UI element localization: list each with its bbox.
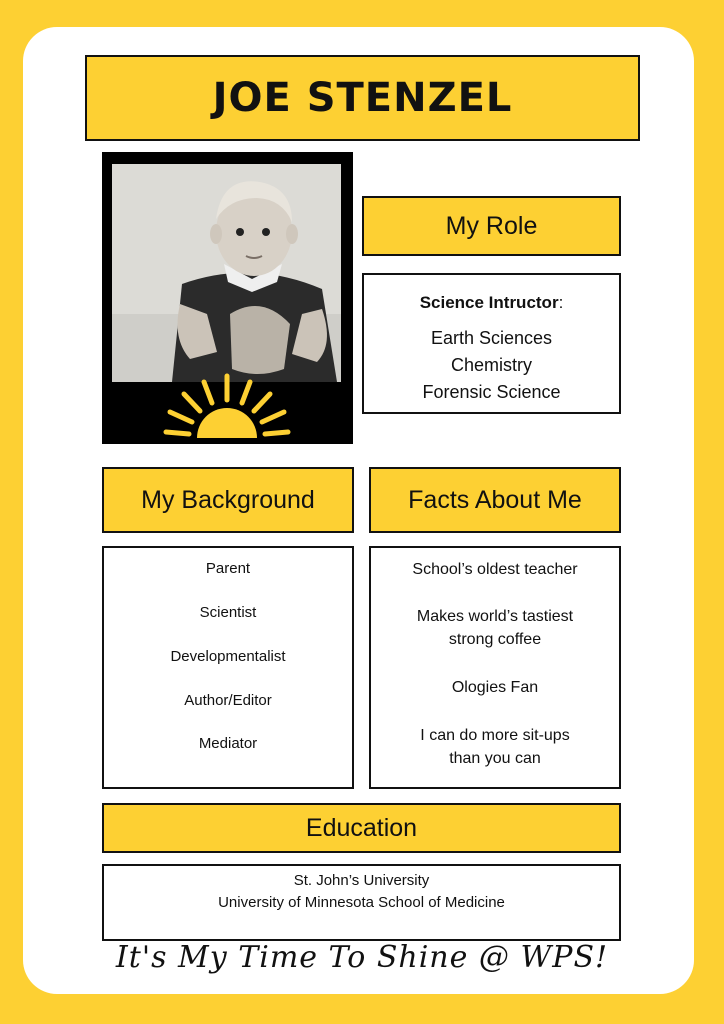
fact-line: School’s oldest teacher xyxy=(412,561,578,578)
fact-item xyxy=(371,558,619,581)
fact-item xyxy=(371,676,619,699)
fact-item xyxy=(371,605,619,651)
fact-line: Ologies Fan xyxy=(451,679,539,696)
profile-photo xyxy=(112,164,341,382)
facts-heading-box xyxy=(369,467,621,533)
sun-icon xyxy=(162,372,292,442)
role-heading: My Role xyxy=(445,211,538,240)
education-heading: Education xyxy=(305,813,418,842)
facts-heading: Facts About Me xyxy=(408,485,582,514)
role-box xyxy=(362,273,621,414)
role-item: Chemistry xyxy=(450,355,532,375)
list-item: Mediator xyxy=(198,735,258,752)
page-title: JOE STENZEL xyxy=(212,75,513,121)
background-box xyxy=(102,546,354,789)
background-heading-box xyxy=(102,467,354,533)
list-item: Parent xyxy=(205,560,251,577)
fact-item xyxy=(371,724,619,770)
education-box xyxy=(102,864,621,941)
education-item: St. John’s University xyxy=(293,872,430,889)
facts-box xyxy=(369,546,621,789)
name-banner xyxy=(85,55,640,141)
education-item: University of Minnesota School of Medicine xyxy=(218,894,505,911)
tagline: It's My Time To Shine @ WPS! xyxy=(115,940,609,975)
child-photo-illustration xyxy=(112,164,341,382)
fact-line: strong coffee xyxy=(448,631,542,648)
fact-line: Makes world’s tastiest xyxy=(416,608,574,625)
list-item: Developmentalist xyxy=(170,648,286,665)
fact-line: than you can xyxy=(449,750,541,767)
role-item: Earth Sciences xyxy=(430,328,553,348)
role-heading-box xyxy=(362,196,621,256)
list-item: Author/Editor xyxy=(184,692,272,709)
role-title-text: Science Intructor xyxy=(419,293,559,312)
fact-line: I can do more sit-ups xyxy=(420,727,570,744)
role-title xyxy=(420,293,564,313)
role-item: Forensic Science xyxy=(422,382,561,402)
role-title-suffix: : xyxy=(558,293,564,312)
list-item: Scientist xyxy=(199,604,257,621)
profile-photo-frame xyxy=(102,152,353,444)
background-heading: My Background xyxy=(141,485,315,514)
education-heading-box xyxy=(102,803,621,853)
